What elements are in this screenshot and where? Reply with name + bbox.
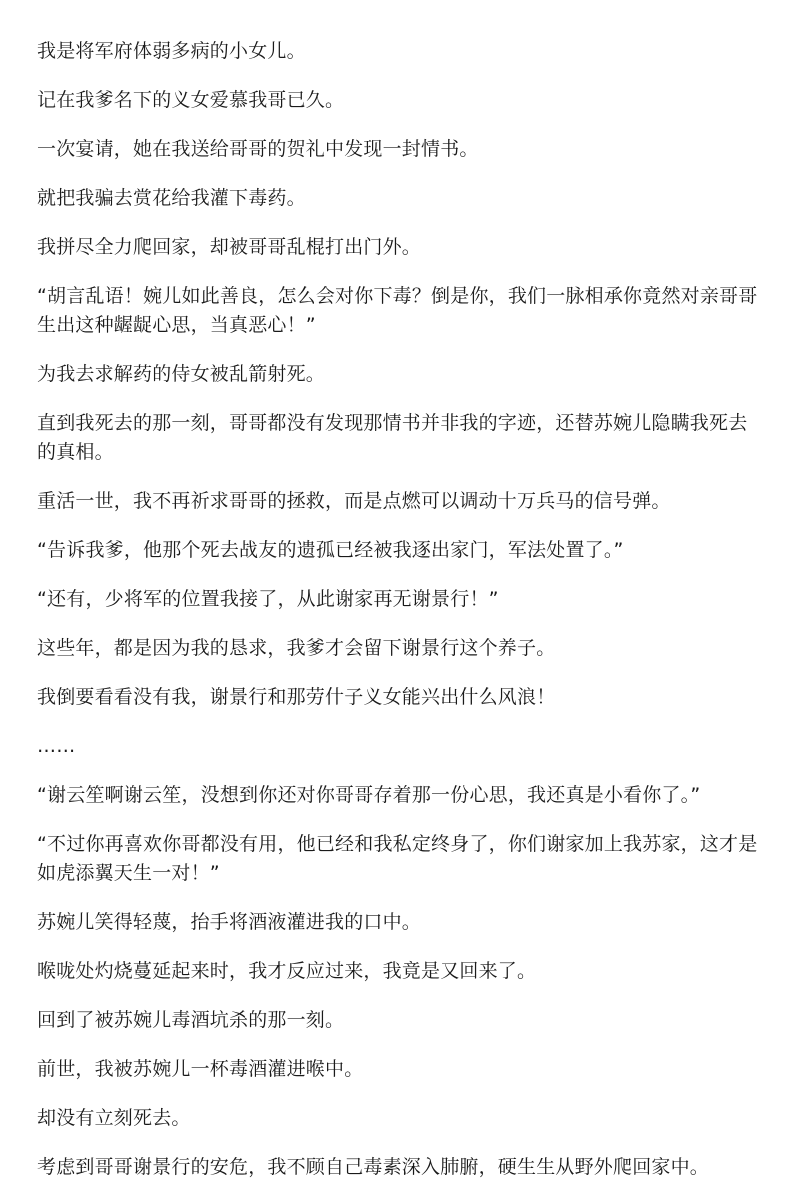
paragraph-19: 回到了被苏婉儿毒酒坑杀的那一刻。 <box>37 1009 345 1031</box>
paragraph-5: 我拼尽全力爬回家，却被哥哥乱棍打出门外。 <box>37 236 422 258</box>
ellipsis-separator: …… <box>37 735 76 757</box>
paragraph-3: 一次宴请，她在我送给哥哥的贺礼中发现一封情书。 <box>37 138 479 160</box>
paragraph-17: 苏婉儿笑得轻蔑，抬手将酒液灌进我的口中。 <box>37 911 422 933</box>
paragraph-6: “胡言乱语！婉儿如此善良，怎么会对你下毒？倒是你，我们一脉相承你竟然对亲哥哥生出这种龌龊心思，当真恶心！” <box>37 285 758 336</box>
paragraph-21: 却没有立刻死去。 <box>37 1107 191 1129</box>
paragraph-2: 记在我爹名下的义女爱慕我哥已久。 <box>37 89 345 111</box>
paragraph-16: “不过你再喜欢你哥都没有用，他已经和我私定终身了，你们谢家加上我苏家，这才是如虎添翼天生一对！” <box>37 833 758 884</box>
paragraph-15: “谢云笙啊谢云笙，没想到你还对你哥哥存着那一份心思，我还真是小看你了。” <box>37 784 701 806</box>
paragraph-10: “告诉我爹，他那个死去战友的遗孤已经被我逐出家门，军法处置了。” <box>37 539 624 561</box>
paragraph-20: 前世，我被苏婉儿一杯毒酒灌进喉中。 <box>37 1058 364 1080</box>
paragraph-7: 为我去求解药的侍女被乱箭射死。 <box>37 363 326 385</box>
paragraph-13: 我倒要看看没有我，谢景行和那劳什子义女能兴出什么风浪！ <box>37 686 556 708</box>
paragraph-22: 考虑到哥哥谢景行的安危，我不顾自己毒素深入肺腑，硬生生从野外爬回家中。 <box>37 1156 710 1178</box>
paragraph-8: 直到我死去的那一刻，哥哥都没有发现那情书并非我的字迹，还替苏婉儿隐瞒我死去的真相。 <box>37 412 748 463</box>
paragraph-12: 这些年，都是因为我的恳求，我爹才会留下谢景行这个养子。 <box>37 637 556 659</box>
paragraph-9: 重活一世，我不再祈求哥哥的拯救，而是点燃可以调动十万兵马的信号弹。 <box>37 490 671 512</box>
paragraph-18: 喉咙处灼烧蔓延起来时，我才反应过来，我竟是又回来了。 <box>37 960 537 982</box>
paragraph-11: “还有，少将军的位置我接了，从此谢家再无谢景行！” <box>37 588 499 610</box>
paragraph-4: 就把我骗去赏花给我灌下毒药。 <box>37 187 306 209</box>
paragraph-1: 我是将军府体弱多病的小女儿。 <box>37 40 306 62</box>
